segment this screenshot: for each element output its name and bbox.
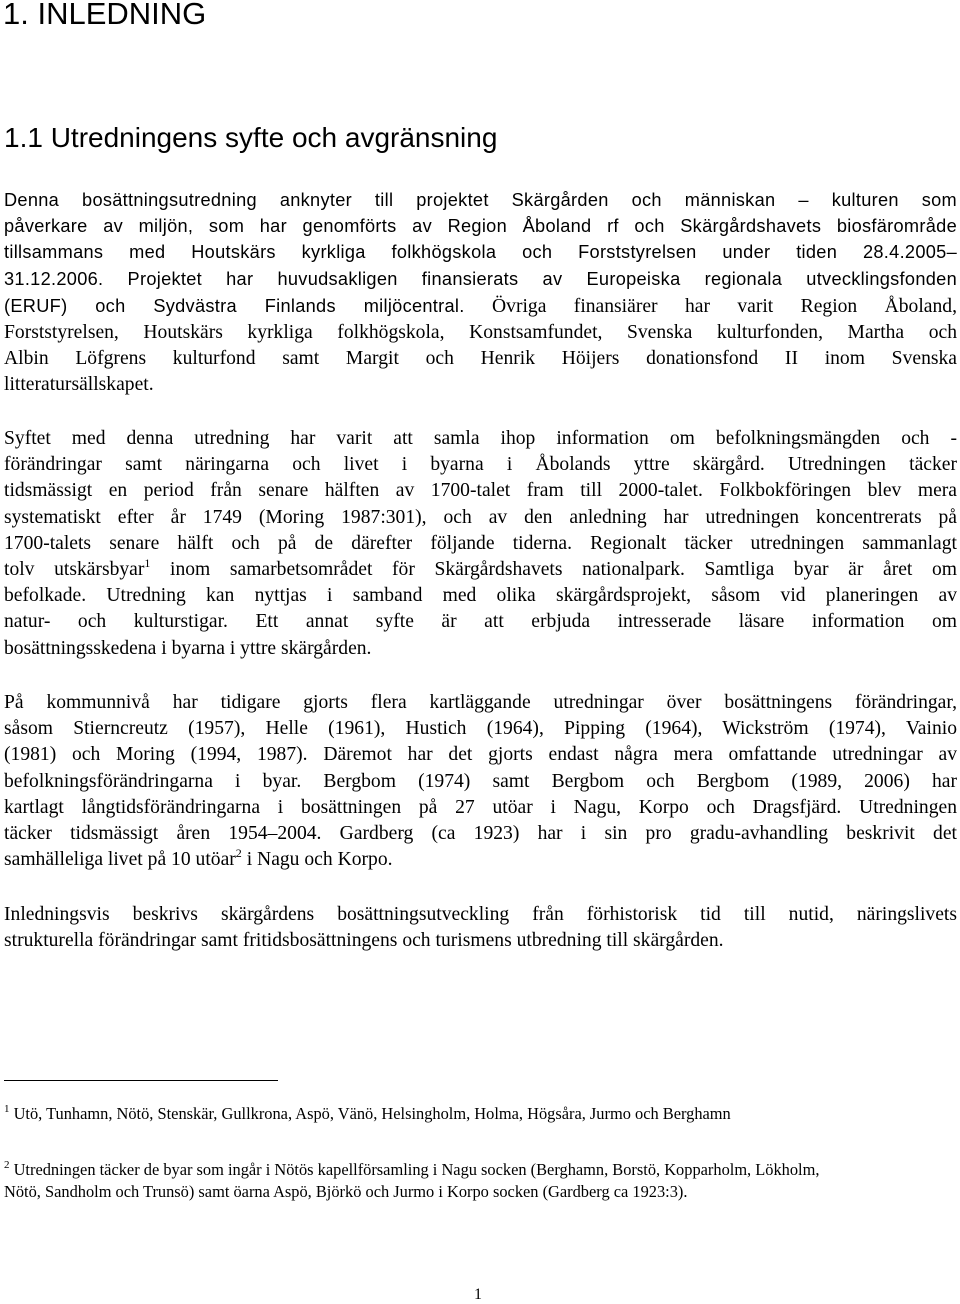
paragraph-project-background <box>4 187 957 399</box>
text-line <box>4 847 957 873</box>
text-line <box>4 557 957 583</box>
text-line: Denna bosättningsutredning anknyter till projektet Skärgården och människan – kulturen som <box>4 190 957 210</box>
text-line: befolkningsförändringarna i byar. Bergbom (1974) samt Bergbom och Bergbom (1989, 2006) har <box>4 770 957 792</box>
text-fragment: samhälleliga livet på 10 utöar <box>4 849 236 871</box>
text-line: täcker tidsmässigt åren 1954–2004. Gardberg (ca 1923) har i sin pro gradu-avhandling beskrivit det <box>4 823 957 845</box>
text-fragment: (ERUF) och Sydvästra Finlands miljöcentral. <box>4 295 465 316</box>
footnote-2 <box>4 1159 957 1203</box>
text-line: strukturella förändringar samt fritidsbosättningens och turismens utbredning till skärgården. <box>4 930 724 952</box>
footnote-text: Utö, Tunhamn, Nötö, Stenskär, Gullkrona, Aspö, Vänö, Helsingholm, Holma, Högsåra, Jurmo och Berghamn <box>9 1104 731 1123</box>
paragraph-previous-studies <box>4 690 957 873</box>
text-fragment: Övriga finansiärer har varit Region Åboland, <box>464 295 957 317</box>
footnote-text: Nötö, Sandholm och Trunsö) samt öarna Aspö, Björkö och Jurmo i Korpo socken (Gardberg ca 1923:3). <box>4 1182 688 1201</box>
text-line: förändringar samt näringarna och livet i byarna i Åbolands yttre skärgård. Utredningen täcker <box>4 454 957 476</box>
footnote-text: Utredningen täcker de byar som ingår i Nötös kapellförsamling i Nagu socken (Berghamn, Borstö, Kopparholm, Lökholm, <box>9 1160 820 1179</box>
text-line: befolkade. Utredning kan nyttjas i samband med olika skärgårdsprojekt, såsom vid planeringen av <box>4 585 957 607</box>
text-line: (1981) och Moring (1994, 1987). Däremot har det gjorts endast några mera omfattande utredningar av <box>4 744 957 766</box>
text-line: systematiskt efter år 1749 (Moring 1987:301), och av den anledning har utredningen koncentrerats på <box>4 506 957 528</box>
text-fragment: inom samarbetsområdet för Skärgårdshavets nationalpark. Samtliga byar är året om <box>150 559 957 581</box>
page-number: 1 <box>474 1286 482 1303</box>
footnote-separator <box>4 1080 278 1081</box>
text-line: såsom Stierncreutz (1957), Helle (1961), Hustich (1964), Pipping (1964), Wickström (1974), Vainio <box>4 718 957 740</box>
footnote-ref-2: 2 <box>235 847 242 861</box>
text-line: natur- och kulturstigar. Ett annat syfte är att erbjuda intresserade läsare information om <box>4 611 957 633</box>
text-line <box>4 266 957 293</box>
text-line <box>4 293 957 320</box>
text-fragment: i Nagu och Korpo. <box>241 849 393 871</box>
footnote-number: 1 <box>4 1103 10 1115</box>
text-line: Albin Löfgrens kulturfond samt Margit och Henrik Höijers donationsfond II inom Svenska <box>4 348 957 370</box>
text-fragment: 31.12.2006. <box>4 268 104 289</box>
text-line: Syftet med denna utredning har varit att samla ihop information om befolkningsmängden och - <box>4 428 957 449</box>
text-line: Inledningsvis beskrivs skärgårdens bosättningsutveckling från förhistorisk tid till nutid, näringslivets <box>4 904 957 925</box>
text-line: Forststyrelsen, Houtskärs kyrkliga folkhögskola, Konstsamfundet, Svenska kulturfonden, Martha och <box>4 322 957 344</box>
footnote-1 <box>4 1103 957 1125</box>
text-line: kartlagt långtidsförändringarna i bosättningen på 27 utöar i Nagu, Korpo och Dragsfjärd. Utredningen <box>4 796 957 818</box>
text-fragment: tolv utskärsbyar <box>4 559 145 581</box>
footnote-ref-1: 1 <box>144 557 151 571</box>
text-line: tillsammans med Houtskärs kyrkliga folkhögskola och Forststyrelsen under tiden 28.4.2005– <box>4 242 957 263</box>
paragraph-outline <box>4 902 957 954</box>
chapter-heading: 1. INLEDNING <box>3 0 207 31</box>
text-line: bosättningsskedena i byarna i yttre skärgården. <box>4 637 372 659</box>
paragraph-purpose <box>4 426 957 662</box>
text-line: På kommunnivå har tidigare gjorts flera kartläggande utredningar över bosättningens förändringar, <box>4 692 957 713</box>
footnote-number: 2 <box>4 1159 10 1171</box>
section-heading: 1.1 Utredningens syfte och avgränsning <box>4 122 498 153</box>
text-line: påverkare av miljön, som har genomförts av Region Åboland rf och Skärgårdshavets biosfärområde <box>4 216 957 237</box>
text-line: 1700-talets senare hälft och på de därefter följande tiderna. Regionalt täcker utredningen sammanlagt <box>4 532 957 554</box>
text-line: litteratursällskapet. <box>4 374 154 396</box>
text-fragment: Projektet har huvudsakligen finansierats av Europeiska regionala utvecklingsfonden <box>103 268 957 289</box>
text-line: tidsmässigt en period från senare hälften av 1700-talet fram till 2000-talet. Folkbokföringen blev mera <box>4 480 957 502</box>
